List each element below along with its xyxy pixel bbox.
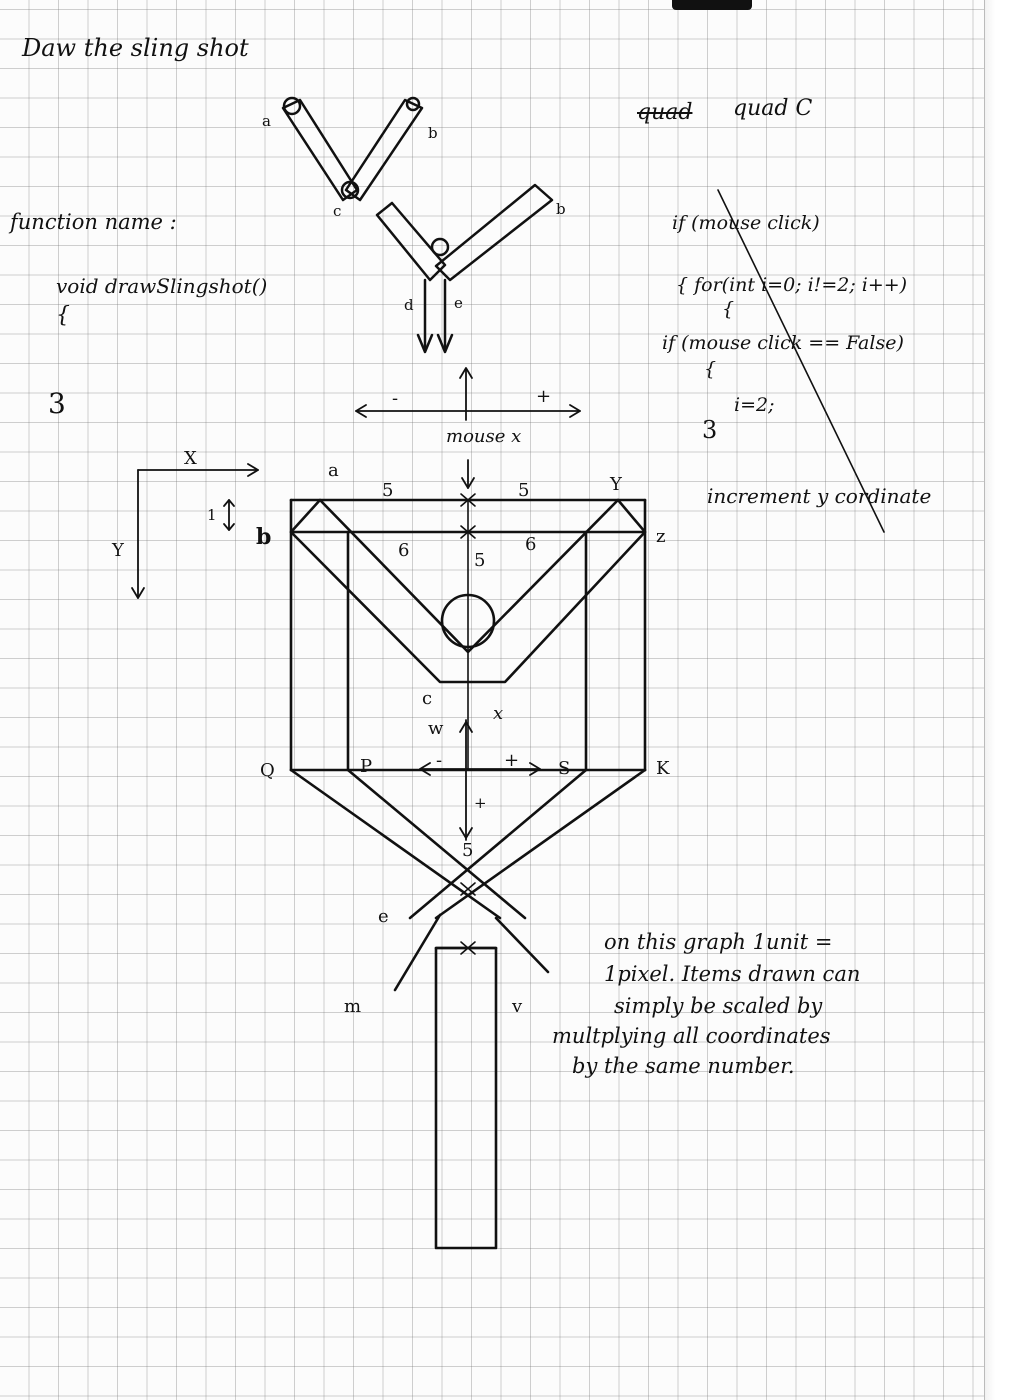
point-x: x [493,703,504,724]
sketch2-label-b: b [556,200,566,218]
dim-mid-left: 6 [398,540,410,561]
sketch2-label-d: d [404,296,414,314]
note-line-3: simply be scaled by [614,994,823,1018]
sign-minus-bottom: - [436,750,443,771]
point-p: P [360,756,373,777]
point-k: K [656,758,670,779]
dim-center-upper: 5 [474,550,486,571]
quad-note: quad C [733,96,813,121]
point-s: S [558,758,571,779]
quad-crossed: quad [637,100,693,125]
point-q: Q [260,760,275,781]
pseudo-line-5: { [704,358,717,380]
dim-center-lower: 5 [462,840,474,861]
dim-top-left: 5 [382,480,394,501]
small-sketch-2 [377,185,552,352]
function-name-label: function name : [10,210,177,234]
unit-label: 1 [207,506,217,524]
point-a: a [328,460,339,481]
point-y: Y [610,474,622,495]
slingshot-frame [291,500,645,1248]
point-b: b [256,524,272,550]
pseudo-line-1: if (mouse click) [672,212,820,234]
note-line-1: on this graph 1unit = [604,930,833,954]
pseudo-line-8: increment y cordinate [707,484,932,508]
note-line-5: by the same number. [572,1054,795,1078]
pseudo-line-3: { [722,298,735,320]
note-line-4: multplying all coordinates [552,1024,831,1048]
sketch-label-c: c [333,202,342,220]
point-z: z [656,526,666,547]
pseudo-line-6: i=2; [734,394,775,416]
axis-y-label: Y [112,540,124,561]
point-v: v [512,996,523,1017]
close-brace: 3 [48,387,66,420]
sign-plus-vertical: + [474,794,487,812]
point-m: m [344,996,362,1017]
small-sketch-1 [283,98,422,200]
point-e: e [378,906,389,927]
strike-slash [718,190,884,532]
note-line-2: 1pixel. Items drawn can [604,962,861,986]
sign-plus-top: + [536,386,552,407]
pseudo-line-7: 3 [702,416,718,444]
dim-top-right: 5 [518,480,530,501]
point-c: c [422,688,433,709]
dim-mid-right: 6 [525,534,537,555]
sketch-label-a: a [262,112,271,130]
sign-minus-top: - [392,388,399,409]
sketch-label-b: b [428,124,438,142]
open-brace: { [56,303,70,328]
page-title: Daw the sling shot [22,34,249,62]
function-signature: void drawSlingshot() [56,274,268,298]
xy-axes [132,464,258,598]
point-w: w [428,718,444,739]
sign-plus-bottom: + [504,750,520,771]
mouse-x-label: mouse x [446,426,522,447]
pseudo-line-4: if (mouse click == False) [662,332,904,354]
sketch2-label-e: e [454,294,463,312]
pseudo-line-2: { for(int i=0; i!=2; i++) [676,274,908,296]
axis-x-label: X [184,448,197,469]
